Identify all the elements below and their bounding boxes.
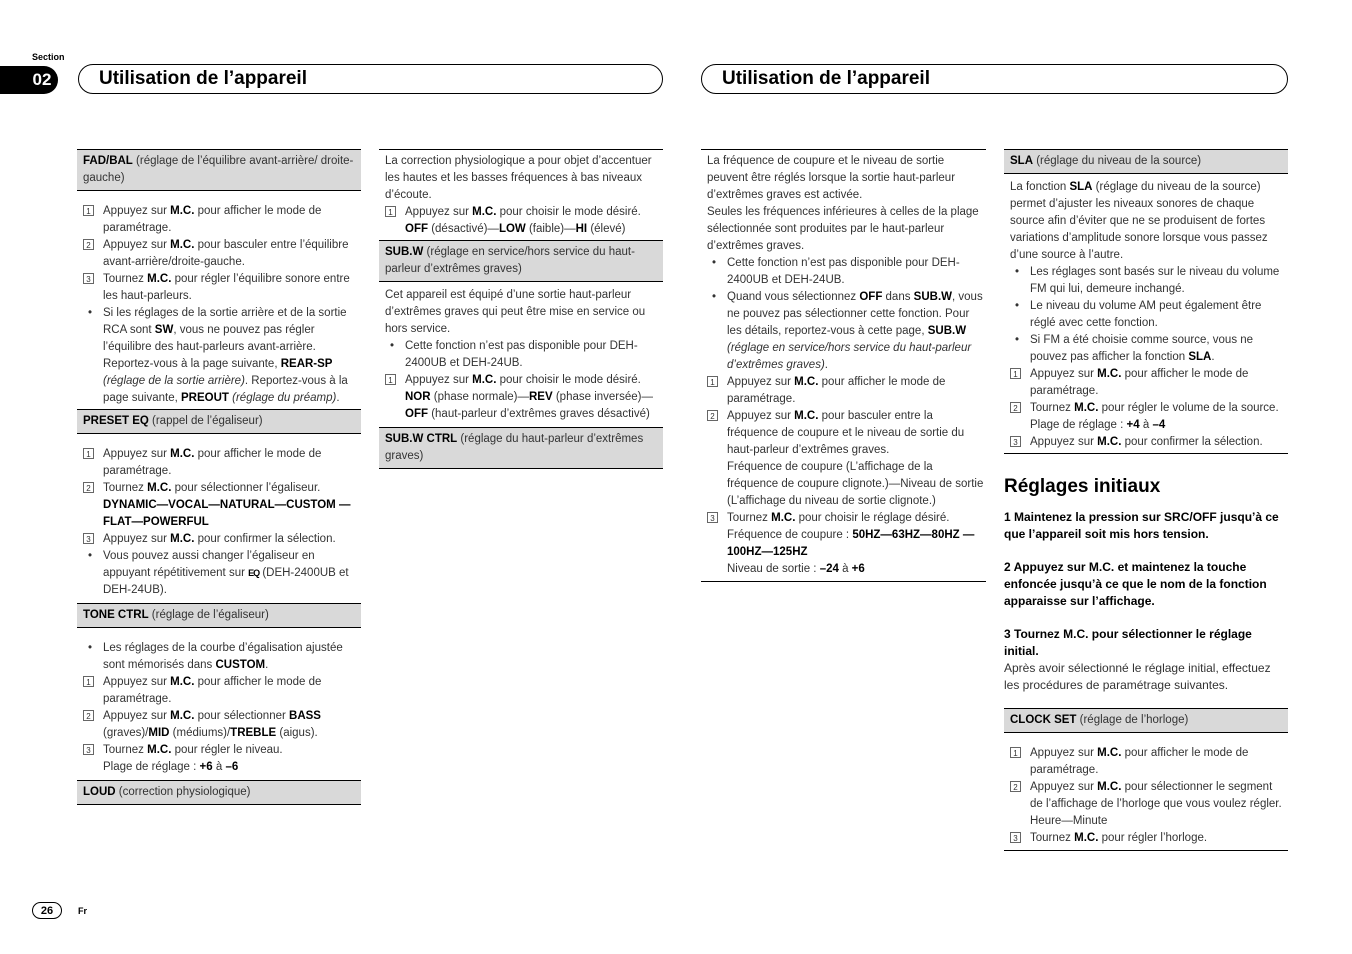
list-item: 2 Appuyez sur M.C. pour basculer entre l’équilibre avant-arrière/droite-gauche. [77,237,361,271]
page-title-right: Utilisation de l’appareil [701,64,1288,94]
setting-band-preset-eq: PRESET EQ (rappel de l’égaliseur) [77,409,361,434]
setting-band-subw-ctrl: SUB.W CTRL (réglage du haut-parleur d’extrêmes graves) [379,427,663,469]
column-3 [701,149,986,582]
range-text: Niveau de sortie : –24 à +6 [701,561,986,582]
setting-band-sla: SLA (réglage du niveau de la source) [1004,149,1288,174]
section-number-tab: 02 [0,66,58,94]
list-item: 2 Appuyez sur M.C. pour basculer entre la fréquence de coupure et le niveau de sortie du haut-parleur d’extrêmes graves. [701,408,986,459]
procedure-step: 2 Appuyez sur M.C. et maintenez la touche enfoncée jusqu’à ce que le nom de la fonction apparaisse sur l’affichage. [1004,560,1267,608]
eq-options: DYNAMIC—VOCAL—NATURAL—CUSTOM —FLAT—POWERFUL [103,499,351,528]
setting-band-clock-set: CLOCK SET (réglage de l’horloge) [1004,708,1288,733]
paragraph: Après avoir sélectionné le réglage initial, effectuez les procédures de paramétrage suivantes. [1004,661,1271,692]
list-item: 1 Appuyez sur M.C. pour choisir le mode désiré. [379,204,663,221]
options-text: OFF (désactivé)—LOW (faible)—HI (élevé) [405,223,626,235]
range-text: Plage de réglage : +6 à –6 [103,761,239,773]
list-item: 1 Appuyez sur M.C. pour afficher le mode de paramétrage. [1004,745,1288,779]
page-title-left: Utilisation de l’appareil [78,64,663,94]
setting-band-subw: SUB.W (réglage en service/hors service du haut-parleur d’extrêmes graves) [379,240,663,282]
list-item: 3 Appuyez sur M.C. pour confirmer la sélection. [77,531,361,548]
list-item: • Cette fonction n’est pas disponible pour DEH-2400UB et DEH-24UB. [389,340,638,369]
list-item: • Quand vous sélectionnez OFF dans SUB.W, vous ne pouvez pas sélectionner cette fonction. Pour les détails, reportez-vous à cette page, SUB.W (réglage en service/hors service du haut-parleur d’extrêmes graves). [711,291,983,371]
procedure-step: 1 Maintenez la pression sur SRC/OFF jusqu’à ce que l’appareil soit mis hors tension. [1004,510,1279,541]
paragraph: Cet appareil est équipé d’une sortie haut-parleur d’extrêmes graves qui peut être mise en service ou hors service. [385,289,646,335]
list-item: • Les réglages de la courbe d’égalisation ajustée sont mémorisés dans CUSTOM. [87,642,343,671]
list-item: 3 Tournez M.C. pour régler le niveau. [77,742,361,759]
paragraph: La fréquence de coupure et le niveau de sortie peuvent être réglés lorsque la sortie haut-parleur d’extrêmes graves est activée. [707,155,956,201]
options-text: NOR (phase normale)—REV (phase inversée)—OFF (haut-parleur d’extrêmes graves désactivé) [405,391,654,420]
range-text: Plage de réglage : +4 à –4 [1030,419,1166,431]
list-item: 1 Appuyez sur M.C. pour afficher le mode de paramétrage. [77,203,361,237]
options-text: Fréquence de coupure : 50HZ—63HZ—80HZ —100HZ—125HZ [727,529,975,558]
paragraph: Fréquence de coupure (L’affichage de la fréquence de coupure clignote.)—Niveau de sortie (L’affichage du niveau de sortie clignote.) [727,461,984,507]
list-item: 1 Appuyez sur M.C. pour afficher le mode de paramétrage. [701,374,986,408]
column-1 [77,149,361,805]
paragraph: La correction physiologique a pour objet d’accentuer les hautes et les basses fréquences à bas niveaux d’écoute. [385,155,652,201]
list-item: 1 Appuyez sur M.C. pour afficher le mode de paramétrage. [77,674,361,708]
list-item: • Cette fonction n’est pas disponible pour DEH-2400UB et DEH-24UB. [711,257,960,286]
list-item: 1 Appuyez sur M.C. pour choisir le mode désiré. [379,372,663,389]
list-item: 2 Appuyez sur M.C. pour sélectionner le segment de l’affichage de l’horloge que vous voulez régler. [1004,779,1288,813]
section-label: Section [32,52,65,62]
column-4 [1004,149,1288,851]
setting-band-loud: LOUD (correction physiologique) [77,780,361,805]
options-text: Heure—Minute [1030,815,1108,827]
list-item: 3 Tournez M.C. pour régler l’horloge. [1004,830,1288,851]
procedure-step: 3 Tournez M.C. pour sélectionner le réglage initial. [1004,627,1252,658]
list-item: • Le niveau du volume AM peut également être réglé avec cette fonction. [1014,300,1262,329]
list-item: 3 Tournez M.C. pour régler l’équilibre sonore entre les haut-parleurs. [77,271,361,305]
list-item: 1 Appuyez sur M.C. pour afficher le mode de paramétrage. [77,446,361,480]
paragraph: Seules les fréquences inférieures à celles de la plage sélectionnée sont produites par le haut-parleur d’extrêmes graves. [707,206,979,252]
column-2 [379,149,663,469]
list-item: 1 Appuyez sur M.C. pour afficher le mode de paramétrage. [1004,366,1288,400]
language-label: Fr [78,906,87,916]
list-item: 2 Tournez M.C. pour sélectionner l’égaliseur. [77,480,361,497]
page-number: 26 [32,902,62,919]
setting-band-tone-ctrl: TONE CTRL (réglage de l’égaliseur) [77,603,361,628]
section-heading: Réglages initiaux [1004,476,1161,497]
list-item: 3 Appuyez sur M.C. pour confirmer la sélection. [1004,434,1288,454]
list-item: 3 Tournez M.C. pour choisir le réglage désiré. [701,510,986,527]
setting-band-fadbal: FAD/BAL (réglage de l’équilibre avant-arrière/ droite-gauche) [77,149,361,191]
eq-button-icon: EQ [248,568,260,578]
list-item: • Les réglages sont basés sur le niveau du volume FM qui lui, demeure inchangé. [1014,266,1280,295]
list-item: • Si FM a été choisie comme source, vous ne pouvez pas afficher la fonction SLA. [1014,334,1254,363]
list-item: 2 Appuyez sur M.C. pour sélectionner BASS (graves)/MID (médiums)/TREBLE (aigus). [77,708,361,742]
list-item: 2 Tournez M.C. pour régler le volume de la source. [1004,400,1288,417]
list-item: • Vous pouvez aussi changer l’égaliseur en appuyant répétitivement sur EQ (DEH-2400UB et DEH-24UB). [87,550,349,596]
list-item: • Si les réglages de la sortie arrière et de la sortie RCA sont SW, vous ne pouvez pas régler l’équilibre des haut-parleurs avant-arrière. Reportez-vous à la page suivante, REAR-SP (réglage de la sortie arrière). Reportez-vous à la page suivante, PREOUT (réglage du préamp). [87,307,348,404]
paragraph: La fonction SLA (réglage du niveau de la source) permet d’ajuster les niveaux sonores de chaque source afin d’éviter que ne se produisent de fortes variations d’amplitude sonore lorsque vous passez d’une source à l’autre. [1010,181,1268,261]
